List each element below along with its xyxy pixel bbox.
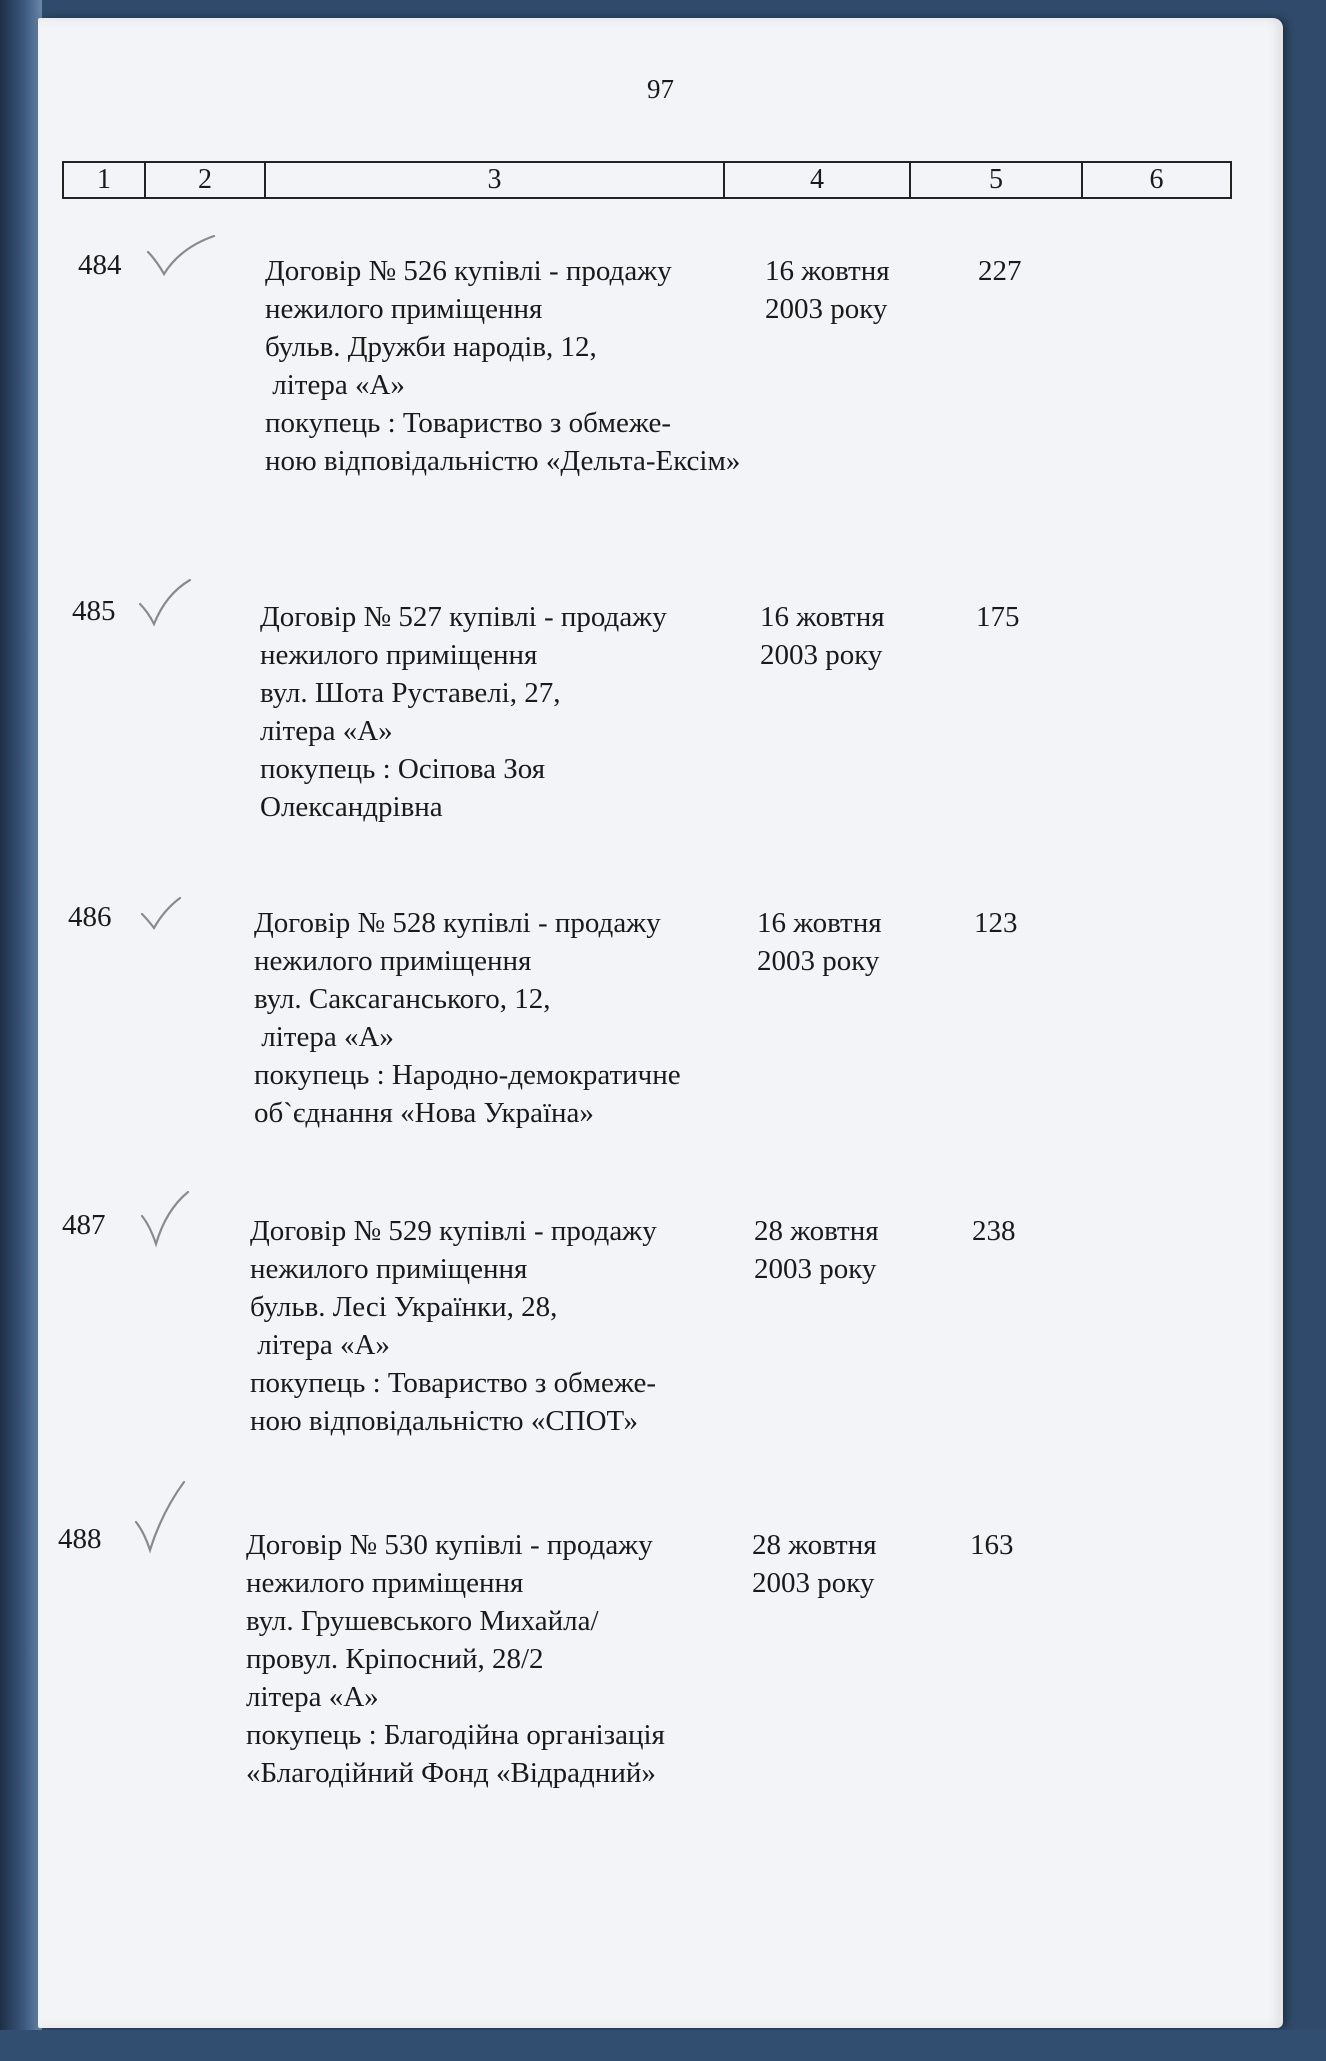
- entry-value: 227: [978, 255, 1022, 287]
- entry-date: 16 жовтня 2003 року: [760, 601, 885, 671]
- binding-strip: [0, 0, 42, 2061]
- checkmark-icon: [138, 1190, 208, 1250]
- column-header-6: 6: [1082, 162, 1231, 198]
- entry-number: 484: [78, 249, 122, 281]
- entry-number: 488: [58, 1523, 102, 1555]
- entry-description: Договір № 528 купівлі - продажу нежилого приміщення вул. Саксаганського, 12, літера «А» покупець : Народно-демократичне об`єднання «Нова Україна»: [254, 907, 681, 1129]
- entry-description: Договір № 529 купівлі - продажу нежилого приміщення бульв. Лесі Українки, 28, літера «А» покупець : Товариство з обмеже- ною відповідальністю «СПОТ»: [250, 1215, 657, 1437]
- checkmark-icon: [138, 892, 208, 952]
- entry-date: 28 жовтня 2003 року: [754, 1215, 879, 1285]
- column-header-3: 3: [265, 162, 724, 198]
- entry-number: 485: [72, 595, 116, 627]
- column-header-table: [62, 161, 1232, 199]
- column-header-5: 5: [910, 162, 1082, 198]
- column-header-1: 1: [63, 162, 145, 198]
- document-page: [38, 18, 1283, 2028]
- checkmark-icon: [136, 578, 206, 638]
- checkmark-icon: [132, 1482, 202, 1542]
- entry-description: Договір № 526 купівлі - продажу нежилого приміщення бульв. Дружби народів, 12, літера «А» покупець : Товариство з обмеже- ною відповідальністю «Дельта-Ексім»: [265, 255, 741, 477]
- entry-date: 28 жовтня 2003 року: [752, 1529, 877, 1599]
- column-header-4: 4: [724, 162, 910, 198]
- entry-value: 175: [976, 601, 1020, 633]
- entry-value: 163: [970, 1529, 1014, 1561]
- entry-date: 16 жовтня 2003 року: [765, 255, 890, 325]
- page-number: 97: [647, 74, 674, 104]
- entry-number: 487: [62, 1209, 106, 1241]
- checkmark-icon: [146, 234, 216, 294]
- bottom-binding-strip: [0, 2030, 1326, 2061]
- entry-number: 486: [68, 901, 112, 933]
- entry-description: Договір № 527 купівлі - продажу нежилого приміщення вул. Шота Руставелі, 27, літера «А» покупець : Осіпова Зоя Олександрівна: [260, 601, 667, 823]
- entry-date: 16 жовтня 2003 року: [757, 907, 882, 977]
- entry-value: 238: [972, 1215, 1016, 1247]
- entry-description: Договір № 530 купівлі - продажу нежилого приміщення вул. Грушевського Михайла/ провул. Кріпосний, 28/2 літера «А» покупець : Благодійна організація «Благодійний Фонд «Відрадний»: [246, 1529, 665, 1789]
- column-header-2: 2: [145, 162, 265, 198]
- entry-value: 123: [974, 907, 1018, 939]
